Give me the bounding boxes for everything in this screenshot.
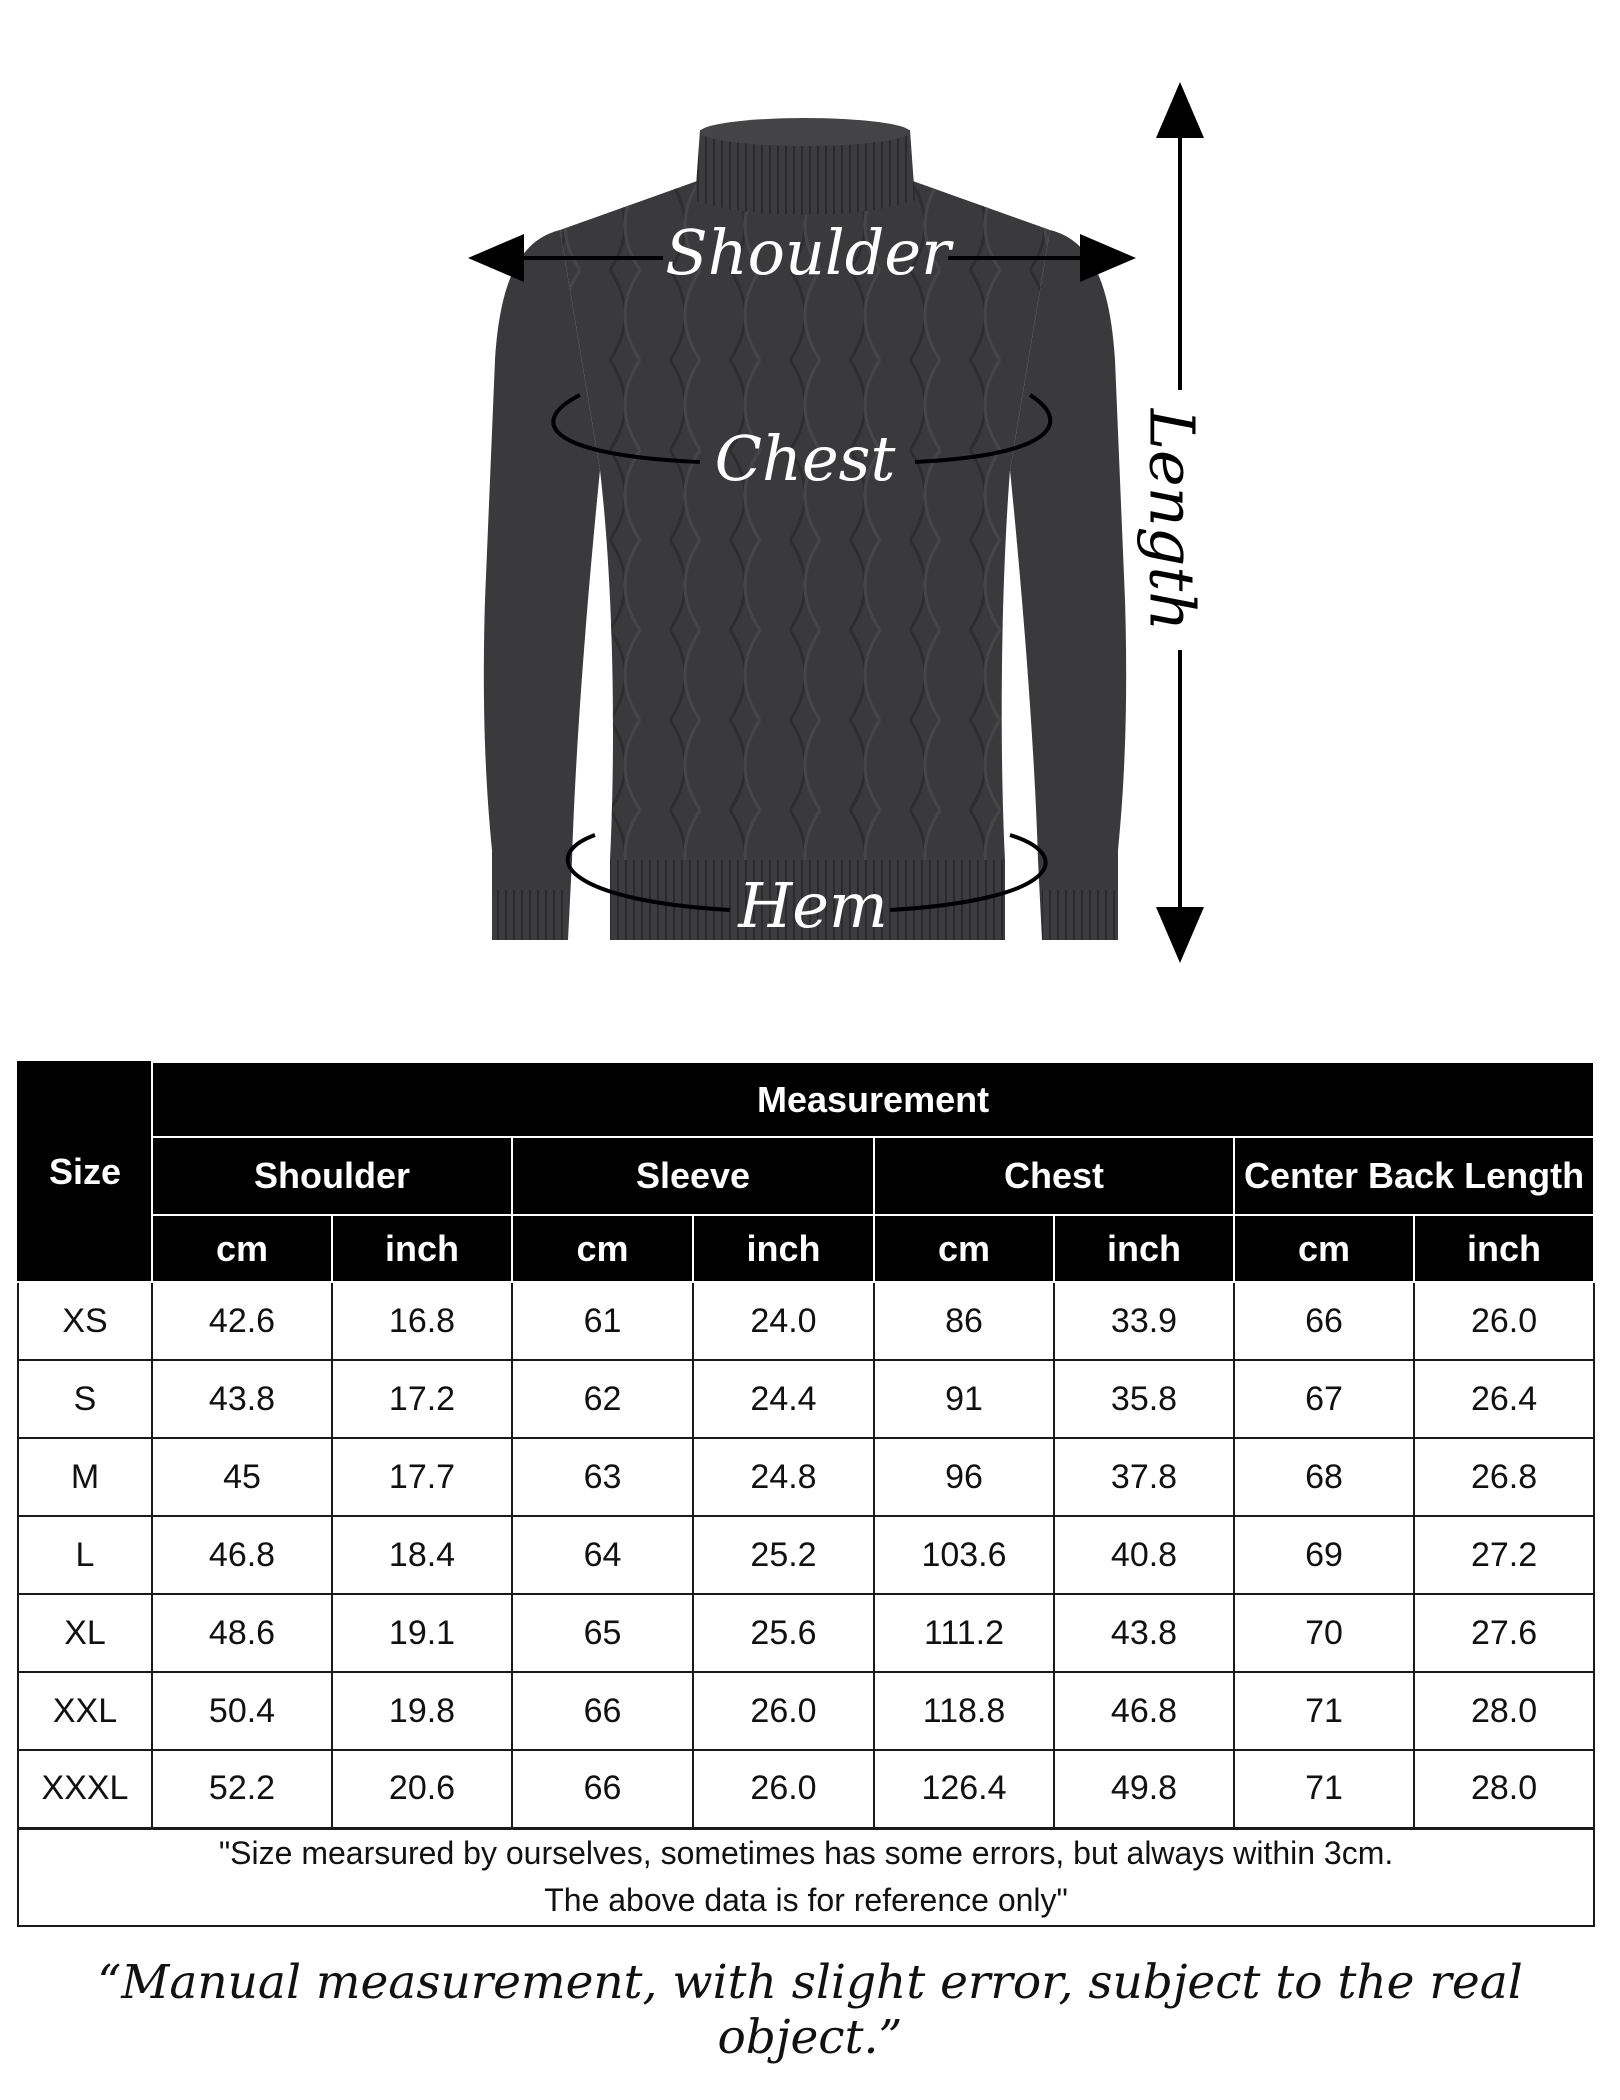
value-cell: 24.8: [693, 1438, 874, 1516]
unit-header: inch: [1414, 1215, 1594, 1282]
size-cell: XS: [18, 1282, 152, 1360]
value-cell: 24.4: [693, 1360, 874, 1438]
value-cell: 42.6: [152, 1282, 332, 1360]
value-cell: 66: [512, 1750, 693, 1828]
measurement-header: Measurement: [152, 1062, 1594, 1137]
value-cell: 71: [1234, 1672, 1414, 1750]
value-cell: 25.2: [693, 1516, 874, 1594]
value-cell: 64: [512, 1516, 693, 1594]
value-cell: 45: [152, 1438, 332, 1516]
value-cell: 52.2: [152, 1750, 332, 1828]
size-chart-table: [17, 1061, 1595, 1927]
value-cell: 43.8: [1054, 1594, 1234, 1672]
size-cell: XL: [18, 1594, 152, 1672]
table-row: [18, 1438, 1594, 1516]
value-cell: 26.0: [1414, 1282, 1594, 1360]
value-cell: 48.6: [152, 1594, 332, 1672]
group-header-center-back-length: Center Back Length: [1234, 1137, 1594, 1215]
hem-label: Hem: [738, 869, 888, 942]
value-cell: 19.1: [332, 1594, 512, 1672]
value-cell: 46.8: [152, 1516, 332, 1594]
value-cell: 67: [1234, 1360, 1414, 1438]
table-row: [18, 1282, 1594, 1360]
value-cell: 65: [512, 1594, 693, 1672]
value-cell: 35.8: [1054, 1360, 1234, 1438]
value-cell: 16.8: [332, 1282, 512, 1360]
value-cell: 61: [512, 1282, 693, 1360]
size-cell: XXL: [18, 1672, 152, 1750]
unit-header: cm: [1234, 1215, 1414, 1282]
unit-header: cm: [152, 1215, 332, 1282]
unit-header: inch: [332, 1215, 512, 1282]
unit-header: cm: [874, 1215, 1054, 1282]
table-note: [18, 1828, 1594, 1926]
note-line-2: The above data is for reference only": [544, 1882, 1068, 1919]
size-cell: S: [18, 1360, 152, 1438]
length-label: Length: [1136, 395, 1209, 645]
group-header-shoulder: Shoulder: [152, 1137, 512, 1215]
value-cell: 26.8: [1414, 1438, 1594, 1516]
value-cell: 63: [512, 1438, 693, 1516]
value-cell: 126.4: [874, 1750, 1054, 1828]
sweater-illustration: [0, 0, 1620, 990]
value-cell: 20.6: [332, 1750, 512, 1828]
value-cell: 26.4: [1414, 1360, 1594, 1438]
shoulder-label: Shoulder: [665, 216, 951, 289]
value-cell: 27.2: [1414, 1516, 1594, 1594]
value-cell: 91: [874, 1360, 1054, 1438]
value-cell: 103.6: [874, 1516, 1054, 1594]
table-row: [18, 1750, 1594, 1828]
unit-header: inch: [1054, 1215, 1234, 1282]
table-row: [18, 1360, 1594, 1438]
value-cell: 28.0: [1414, 1750, 1594, 1828]
value-cell: 66: [1234, 1282, 1414, 1360]
value-cell: 40.8: [1054, 1516, 1234, 1594]
value-cell: 46.8: [1054, 1672, 1234, 1750]
chest-label: Chest: [714, 422, 896, 495]
size-cell: XXXL: [18, 1750, 152, 1828]
value-cell: 26.0: [693, 1672, 874, 1750]
value-cell: 69: [1234, 1516, 1414, 1594]
note-line-1: "Size mearsured by ourselves, sometimes has some errors, but always within 3cm.: [218, 1835, 1394, 1872]
size-cell: L: [18, 1516, 152, 1594]
table-row: [18, 1594, 1594, 1672]
value-cell: 27.6: [1414, 1594, 1594, 1672]
value-cell: 43.8: [152, 1360, 332, 1438]
value-cell: 66: [512, 1672, 693, 1750]
value-cell: 62: [512, 1360, 693, 1438]
value-cell: 25.6: [693, 1594, 874, 1672]
table-row: [18, 1672, 1594, 1750]
value-cell: 37.8: [1054, 1438, 1234, 1516]
size-header: Size: [18, 1062, 152, 1282]
footer-disclaimer: “Manual measurement, with slight error, subject to the real object.”: [97, 1955, 1523, 2065]
value-cell: 33.9: [1054, 1282, 1234, 1360]
value-cell: 86: [874, 1282, 1054, 1360]
size-cell: M: [18, 1438, 152, 1516]
value-cell: 18.4: [332, 1516, 512, 1594]
value-cell: 26.0: [693, 1750, 874, 1828]
value-cell: 49.8: [1054, 1750, 1234, 1828]
measurement-diagram: [0, 0, 1620, 990]
value-cell: 17.2: [332, 1360, 512, 1438]
value-cell: 17.7: [332, 1438, 512, 1516]
value-cell: 50.4: [152, 1672, 332, 1750]
value-cell: 111.2: [874, 1594, 1054, 1672]
unit-header: inch: [693, 1215, 874, 1282]
group-header-chest: Chest: [874, 1137, 1234, 1215]
table-row: [18, 1516, 1594, 1594]
value-cell: 118.8: [874, 1672, 1054, 1750]
value-cell: 71: [1234, 1750, 1414, 1828]
unit-header: cm: [512, 1215, 693, 1282]
value-cell: 68: [1234, 1438, 1414, 1516]
value-cell: 19.8: [332, 1672, 512, 1750]
value-cell: 70: [1234, 1594, 1414, 1672]
group-header-sleeve: Sleeve: [512, 1137, 874, 1215]
value-cell: 28.0: [1414, 1672, 1594, 1750]
value-cell: 24.0: [693, 1282, 874, 1360]
value-cell: 96: [874, 1438, 1054, 1516]
